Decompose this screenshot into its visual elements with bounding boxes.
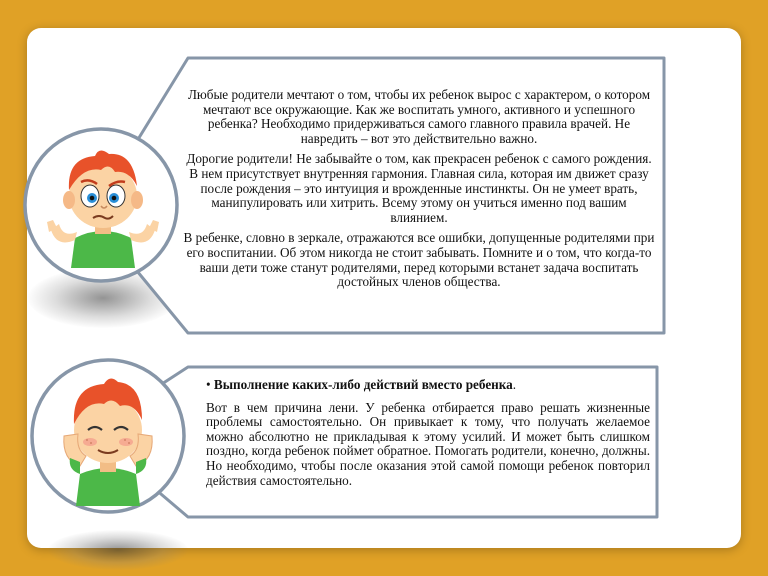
intro-text-block — [182, 88, 656, 296]
intro-paragraph-3: В ребенке, словно в зеркале, отражаются все ошибки, допущенные родителями при его воспитании. Об этом никогда не стоит забывать. Помните и о том, что когда-то ваши дети тоже станут родителями, перед которыми встанет задача воспитать достойных членов общества. — [183, 230, 655, 290]
cause-bullet-end: . — [512, 377, 517, 392]
cause-paragraph: Вот в чем причина лени. У ребенка отбирается право решать жизненные проблемы самостоятельно. Он привыкает к тому, что получать желаемое можно абсолютно не прикладывая к этому усилий. И может быть слишком поздно, когда ребенок поймет обратное. Помогать родители, конечно, должны. Но необходимо, чтобы после оказания этой самой помощи ребенок повторил действия самостоятельно. — [206, 399, 650, 488]
cause-bullet-line — [206, 378, 650, 393]
embarrassed-boy-icon — [50, 370, 166, 506]
bullet-marker: • — [206, 377, 211, 392]
cause-bullet-title: Выполнение каких-либо действий вместо ребенка — [213, 377, 513, 392]
intro-paragraph-2: Дорогие родители! Не забывайте о том, как прекрасен ребенок с самого рождения. В нем присутствует внутренняя гармония. Главная сила, которая им движет сразу после рождения – это интуиция и врожденные инстинкты. Он не умеет врать, манипулировать или хитрить. Всему этому он учиться именно под вашим влиянием. — [186, 151, 652, 225]
confused-boy-icon — [43, 140, 163, 270]
cause-text-block — [206, 378, 650, 494]
intro-paragraph-1: Любые родители мечтают о том, чтобы их ребенок вырос с характером, о котором мечтают все окружающие. Как же воспитать умного, активного и успешного ребенка? Необходимо придерживаться самого главного правила врачей. Не навредить – вот это действительно важно. — [187, 87, 651, 146]
